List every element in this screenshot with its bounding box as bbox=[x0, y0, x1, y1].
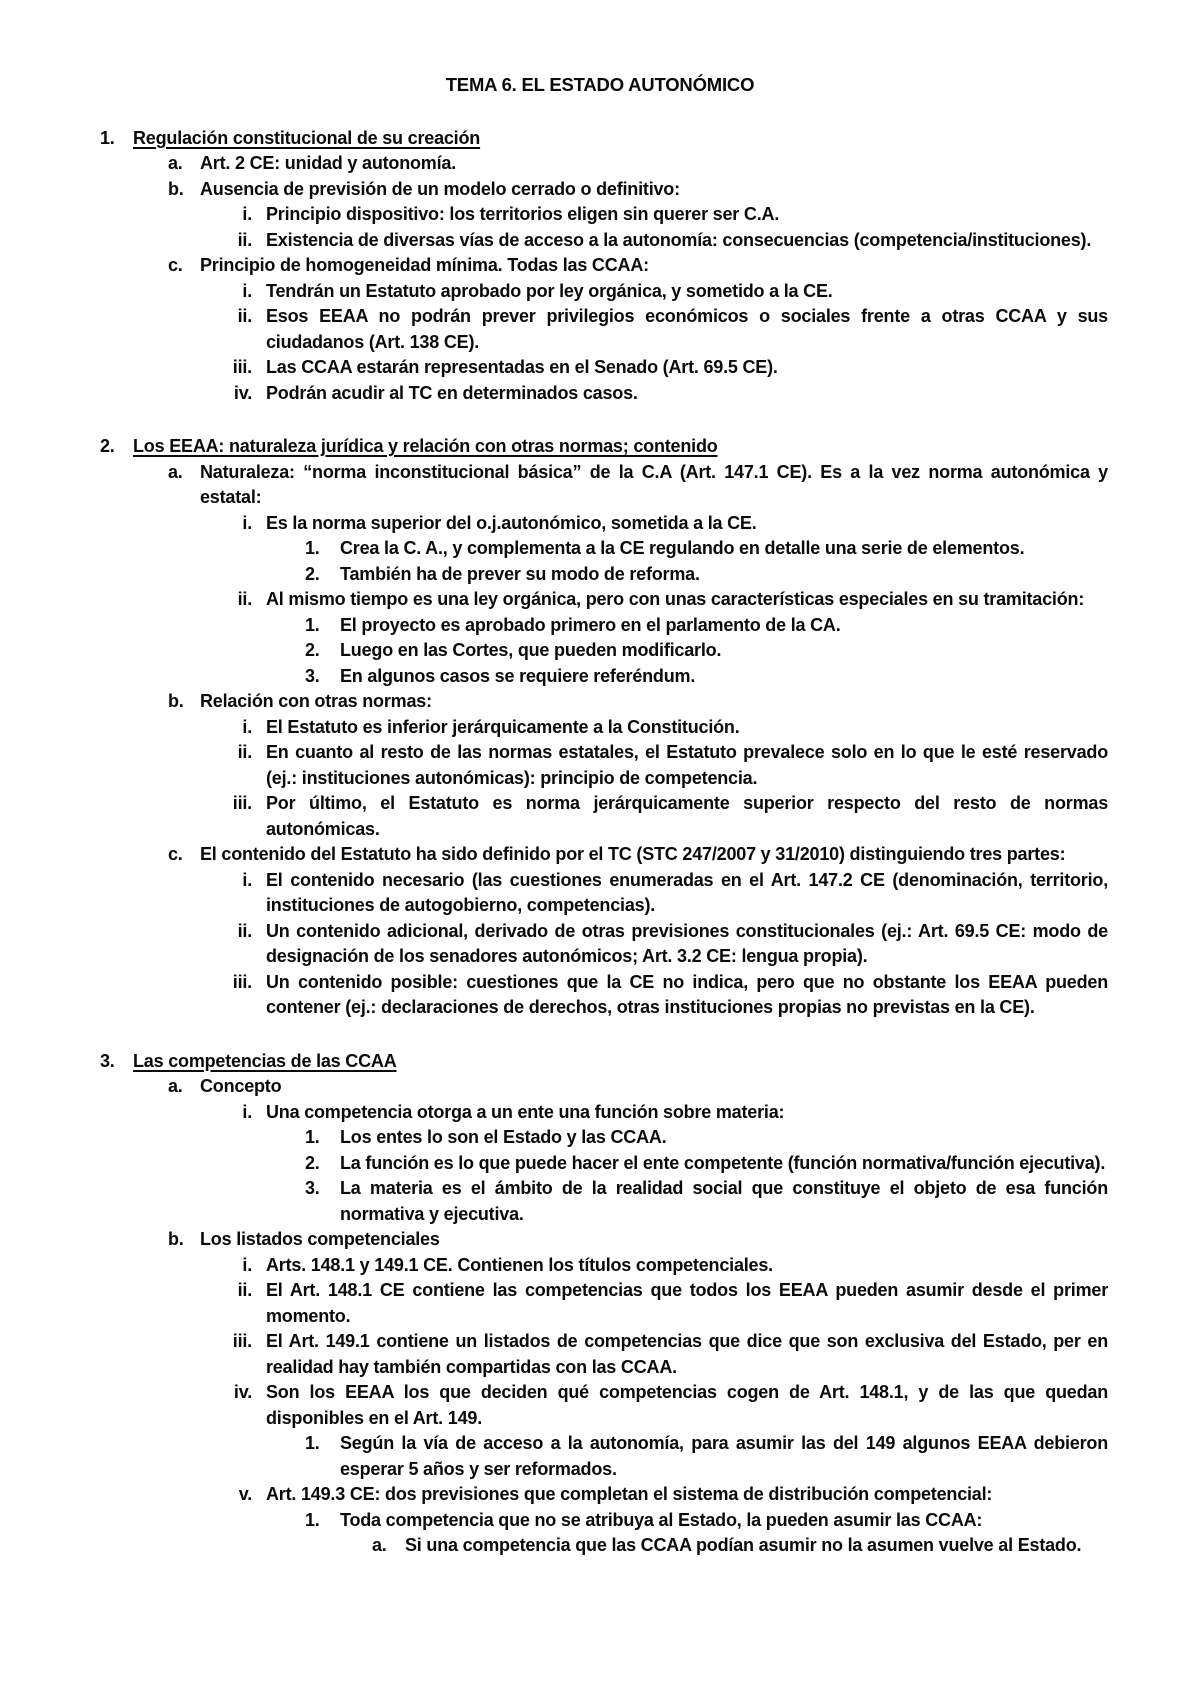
list-text: Al mismo tiempo es una ley orgánica, pero con unas características especiales en su tramitación: bbox=[266, 589, 1085, 609]
list-marker: ii. bbox=[237, 1280, 252, 1300]
list-marker: ii. bbox=[237, 589, 252, 609]
list-item bbox=[0, 151, 1200, 177]
list-item bbox=[0, 689, 1200, 715]
list-text: Es la norma superior del o.j.autonómico, sometida a la CE. bbox=[266, 512, 757, 533]
list-text: Concepto bbox=[200, 1076, 282, 1096]
list-text: Ausencia de previsión de un modelo cerrado o definitivo: bbox=[200, 178, 680, 199]
list-item bbox=[0, 868, 1200, 919]
list-text: Arts. 148.1 y 149.1 CE. Contienen los títulos competenciales. bbox=[266, 1254, 773, 1275]
list-item bbox=[0, 279, 1200, 305]
list-text: Naturaleza: “norma inconstitucional básica” de la C.A (Art. 147.1 CE). Es a la vez norma autonómica y estatal: bbox=[200, 461, 1108, 507]
list-item bbox=[0, 613, 1200, 639]
list-item bbox=[0, 664, 1200, 690]
list-text: Relación con otras normas: bbox=[200, 691, 432, 711]
list-text: Un contenido posible: cuestiones que la CE no indica, pero que no obstante los EEAA pueden contener (ej.: declaraciones de derechos, otras instituciones propias no previstas en la CE). bbox=[266, 971, 1108, 1017]
list-text: En cuanto al resto de las normas estatales, el Estatuto prevalece solo en lo que le esté reservado (ej.: instituciones autonómicas): principio de competencia. bbox=[266, 742, 1108, 788]
outline bbox=[0, 126, 1200, 1559]
list-text: El Art. 149.1 contiene un listados de competencias que dice que son exclusiva del Estado, per en realidad hay también compartidas con las CCAA. bbox=[266, 1331, 1108, 1377]
list-text: Luego en las Cortes, que pueden modificarlo. bbox=[340, 640, 722, 660]
list-item bbox=[0, 1049, 1200, 1075]
list-text: Según la vía de acceso a la autonomía, para asumir las del 149 algunos EEAA debieron esperar 5 años y ser reformados. bbox=[340, 1433, 1108, 1479]
list-item bbox=[0, 202, 1200, 228]
list-item bbox=[0, 536, 1200, 562]
list-text: Son los EEAA los que deciden qué competencias cogen de Art. 148.1, y de las que quedan disponibles en el Art. 149. bbox=[266, 1382, 1108, 1428]
list-text: Por último, el Estatuto es norma jerárquicamente superior respecto del resto de normas autonómicas. bbox=[266, 793, 1108, 839]
list-item bbox=[0, 791, 1200, 842]
list-item bbox=[0, 177, 1200, 203]
list-marker: iii. bbox=[232, 1331, 252, 1351]
list-text: Art. 149.3 CE: dos previsiones que completan el sistema de distribución competencial: bbox=[266, 1484, 993, 1504]
list-text: Podrán acudir al TC en determinados casos. bbox=[266, 382, 638, 403]
list-marker: i. bbox=[242, 280, 252, 301]
list-item bbox=[0, 253, 1200, 279]
list-item bbox=[0, 1508, 1200, 1534]
list-text: El Estatuto es inferior jerárquicamente a la Constitución. bbox=[266, 716, 740, 737]
list-marker: 3. bbox=[305, 665, 320, 686]
list-item bbox=[0, 228, 1200, 254]
page-title: TEMA 6. EL ESTADO AUTONÓMICO bbox=[445, 74, 755, 95]
list-marker: 2. bbox=[305, 563, 320, 584]
list-marker: 1. bbox=[305, 538, 320, 558]
list-text: Los entes lo son el Estado y las CCAA. bbox=[340, 1127, 667, 1147]
list-marker: ii. bbox=[237, 920, 252, 941]
section-heading: Las competencias de las CCAA bbox=[133, 1050, 397, 1071]
list-marker: 1. bbox=[305, 1509, 320, 1530]
list-text: Art. 2 CE: unidad y autonomía. bbox=[200, 153, 457, 173]
list-item bbox=[0, 638, 1200, 664]
list-item bbox=[0, 1431, 1200, 1482]
list-marker: iv. bbox=[233, 382, 252, 403]
section-heading: Los EEAA: naturaleza jurídica y relación con otras normas; contenido bbox=[133, 436, 718, 456]
list-item bbox=[0, 1482, 1200, 1508]
list-marker: b. bbox=[168, 178, 184, 199]
list-marker: c. bbox=[168, 255, 183, 275]
list-item bbox=[0, 1533, 1200, 1559]
list-marker: i. bbox=[242, 204, 252, 224]
list-marker: i. bbox=[242, 869, 252, 890]
list-text: La materia es el ámbito de la realidad social que constituye el objeto de esa función normativa y ejecutiva. bbox=[340, 1178, 1108, 1224]
list-marker: 3. bbox=[305, 1178, 320, 1198]
list-marker: b. bbox=[168, 691, 184, 711]
list-text: Las CCAA estarán representadas en el Senado (Art. 69.5 CE). bbox=[266, 357, 778, 377]
list-item bbox=[0, 511, 1200, 537]
list-text: El contenido del Estatuto ha sido definido por el TC (STC 247/2007 y 31/2010) distinguiendo tres partes: bbox=[200, 844, 1066, 864]
list-marker: a. bbox=[168, 1076, 183, 1096]
list-item bbox=[0, 587, 1200, 613]
list-marker: v. bbox=[238, 1484, 252, 1504]
list-item bbox=[0, 562, 1200, 588]
list-marker: 3. bbox=[100, 1050, 115, 1071]
list-marker: 2. bbox=[100, 436, 115, 456]
list-marker: ii. bbox=[237, 306, 252, 326]
list-marker: c. bbox=[168, 844, 183, 864]
list-text: Toda competencia que no se atribuya al Estado, la pueden asumir las CCAA: bbox=[340, 1509, 983, 1530]
list-item bbox=[0, 715, 1200, 741]
list-item bbox=[0, 460, 1200, 511]
list-item bbox=[0, 970, 1200, 1021]
list-text: Crea la C. A., y complementa a la CE regulando en detalle una serie de elementos. bbox=[340, 538, 1025, 558]
list-text: Existencia de diversas vías de acceso a la autonomía: consecuencias (competencia/instituciones). bbox=[266, 229, 1092, 250]
list-text: Una competencia otorga a un ente una función sobre materia: bbox=[266, 1101, 785, 1122]
list-item bbox=[0, 1125, 1200, 1151]
list-text: Los listados competenciales bbox=[200, 1229, 440, 1249]
list-item bbox=[0, 355, 1200, 381]
list-item bbox=[0, 1278, 1200, 1329]
list-item bbox=[0, 1176, 1200, 1227]
list-marker: a. bbox=[168, 153, 183, 173]
list-marker: 1. bbox=[100, 127, 115, 148]
list-marker: i. bbox=[242, 1254, 252, 1275]
list-text: Principio de homogeneidad mínima. Todas las CCAA: bbox=[200, 255, 649, 275]
list-marker: 1. bbox=[305, 614, 320, 635]
list-item bbox=[0, 1380, 1200, 1431]
list-text: Un contenido adicional, derivado de otras previsiones constitucionales (ej.: Art. 69.5 CE: modo de designación de los senadores autonómicos; Art. 3.2 CE: lengua propia). bbox=[266, 920, 1108, 966]
list-text: Principio dispositivo: los territorios eligen sin querer ser C.A. bbox=[266, 204, 780, 224]
list-text: También ha de prever su modo de reforma. bbox=[340, 563, 700, 584]
list-text: En algunos casos se requiere referéndum. bbox=[340, 665, 696, 686]
list-marker: i. bbox=[242, 512, 252, 533]
list-item bbox=[0, 1074, 1200, 1100]
list-text: La función es lo que puede hacer el ente competente (función normativa/función ejecutiva). bbox=[340, 1152, 1106, 1173]
list-item bbox=[0, 919, 1200, 970]
list-marker: 1. bbox=[305, 1433, 320, 1453]
list-marker: ii. bbox=[237, 229, 252, 250]
list-marker: 2. bbox=[305, 1152, 320, 1173]
section-heading: Regulación constitucional de su creación bbox=[133, 127, 481, 148]
list-item bbox=[0, 1329, 1200, 1380]
list-marker: ii. bbox=[237, 742, 252, 762]
list-item bbox=[0, 1151, 1200, 1177]
list-marker: 1. bbox=[305, 1127, 320, 1147]
list-item bbox=[0, 381, 1200, 407]
list-marker: iii. bbox=[232, 357, 252, 377]
list-text: Esos EEAA no podrán prever privilegios económicos o sociales frente a otras CCAA y sus ciudadanos (Art. 138 CE). bbox=[266, 306, 1108, 352]
list-marker: iii. bbox=[232, 971, 252, 992]
list-item bbox=[0, 304, 1200, 355]
list-item bbox=[0, 126, 1200, 152]
list-text: El Art. 148.1 CE contiene las competencias que todos los EEAA pueden asumir desde el primer momento. bbox=[266, 1280, 1108, 1326]
list-item bbox=[0, 1253, 1200, 1279]
list-text: El contenido necesario (las cuestiones enumeradas en el Art. 147.2 CE (denominación, territorio, instituciones de autogobierno, competencias). bbox=[266, 869, 1108, 915]
list-marker: iii. bbox=[232, 793, 252, 813]
list-text: Tendrán un Estatuto aprobado por ley orgánica, y sometido a la CE. bbox=[266, 280, 833, 301]
list-item bbox=[0, 842, 1200, 868]
list-marker: iv. bbox=[233, 1382, 252, 1402]
list-marker: 2. bbox=[305, 640, 320, 660]
list-item bbox=[0, 1100, 1200, 1126]
list-marker: i. bbox=[242, 716, 252, 737]
list-item bbox=[0, 1227, 1200, 1253]
list-item bbox=[0, 434, 1200, 460]
list-marker: a. bbox=[168, 461, 183, 482]
list-text: Si una competencia que las CCAA podían asumir no la asumen vuelve al Estado. bbox=[405, 1535, 1082, 1555]
list-marker: b. bbox=[168, 1229, 184, 1249]
list-item bbox=[0, 740, 1200, 791]
list-text: El proyecto es aprobado primero en el parlamento de la CA. bbox=[340, 614, 841, 635]
list-marker: i. bbox=[242, 1101, 252, 1122]
list-marker: a. bbox=[372, 1535, 387, 1555]
